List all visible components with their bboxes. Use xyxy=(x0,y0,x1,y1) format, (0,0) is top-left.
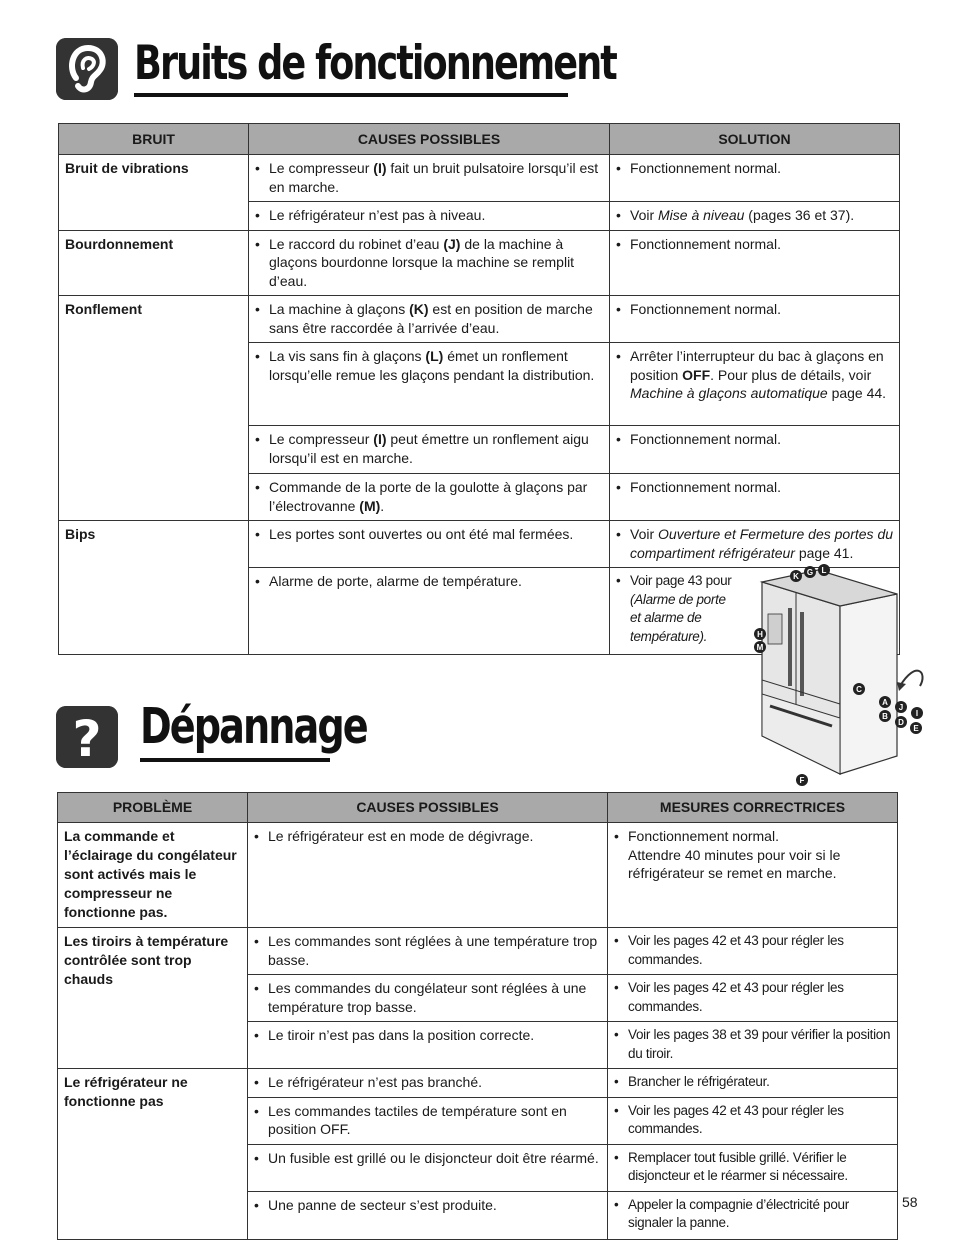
solution-cell: • Voir Ouverture et Fermeture des portes du compartiment réfrigérateur page 41. xyxy=(610,521,900,568)
cause-cell: • La vis sans fin à glaçons (L) émet un ronflement lorsqu’elle remue les glaçons pendant la distribution. xyxy=(249,343,610,426)
solution-cell: • Voir les pages 42 et 43 pour régler les commandes. xyxy=(608,1097,898,1144)
refrigerator-diagram xyxy=(752,560,932,785)
solution-cell: • Fonctionnement normal. xyxy=(610,155,900,202)
row-category: Bruit de vibrations xyxy=(59,155,249,231)
label-E: E xyxy=(913,724,919,733)
header-causes: CAUSES POSSIBLES xyxy=(249,124,610,155)
solution-cell: • Fonctionnement normal. xyxy=(610,474,900,521)
label-M: M xyxy=(756,643,764,652)
cause-cell: • La machine à glaçons (K) est en position de marche sans être raccordée à l’arrivée d’eau. xyxy=(249,296,610,343)
solution-cell: • Voir les pages 38 et 39 pour vérifier la position du tiroir. xyxy=(608,1022,898,1069)
cause-cell: • Commande de la porte de la goulotte à glaçons par l’électrovanne (M). xyxy=(249,474,610,521)
solution-cell: • Voir Mise à niveau (pages 36 et 37). xyxy=(610,202,900,231)
troubleshooting-table xyxy=(57,792,898,1240)
solution-cell: • Voir page 43 pour (Alarme de porte et alarme de température). xyxy=(610,568,900,655)
cause-cell: • Les portes sont ouvertes ou ont été mal fermées. xyxy=(249,521,610,568)
cause-cell: • Une panne de secteur s’est produite. xyxy=(248,1191,608,1239)
cause-cell: • Le raccord du robinet d’eau (J) de la machine à glaçons bourdonne lorsque la machine se remplit d’eau. xyxy=(249,230,610,296)
table-row xyxy=(59,296,900,343)
cause-cell: • Le compresseur (I) peut émettre un ronflement aigu lorsqu’il est en marche. xyxy=(249,426,610,474)
cause-cell: • Alarme de porte, alarme de température. xyxy=(249,568,610,655)
label-I: I xyxy=(915,709,919,718)
solution-cell: • Brancher le réfrigérateur. xyxy=(608,1069,898,1098)
cause-cell: • Le réfrigérateur est en mode de dégivrage. xyxy=(248,823,608,928)
row-category: Le réfrigérateur ne fonctionne pas xyxy=(58,1069,248,1240)
label-F: F xyxy=(799,776,805,785)
table-header xyxy=(59,124,900,155)
table-header xyxy=(58,793,898,823)
solution-cell: • Arrêter l’interrupteur du bac à glaçons en position OFF. Pour plus de détails, voir Machine à glaçons automatique page 44. xyxy=(610,343,900,426)
solution-cell: • Fonctionnement normal. xyxy=(610,296,900,343)
cause-cell: • Le réfrigérateur n’est pas branché. xyxy=(248,1069,608,1098)
label-J: J xyxy=(898,703,904,712)
label-G: G xyxy=(806,568,814,577)
title-underline xyxy=(134,93,568,97)
label-K: K xyxy=(793,572,799,581)
label-H: H xyxy=(757,630,763,639)
ear-icon xyxy=(56,38,118,100)
svg-text:?: ? xyxy=(72,710,102,768)
solution-cell: • Voir les pages 42 et 43 pour régler les commandes. xyxy=(608,928,898,975)
title-underline xyxy=(140,758,330,762)
table-row xyxy=(58,1069,898,1098)
label-B: B xyxy=(882,712,888,721)
header-solution: SOLUTION xyxy=(610,124,900,155)
cause-cell: • Un fusible est grillé ou le disjoncteur doit être réarmé. xyxy=(248,1144,608,1191)
label-C: C xyxy=(856,685,862,694)
row-category: Ronflement xyxy=(59,296,249,521)
solution-cell: • Fonctionnement normal. xyxy=(610,230,900,296)
cause-cell: • Les commandes du congélateur sont réglées à une température trop basse. xyxy=(248,975,608,1022)
label-D: D xyxy=(898,718,904,727)
question-icon xyxy=(56,706,118,768)
cause-cell: • Le tiroir n’est pas dans la position correcte. xyxy=(248,1022,608,1069)
page-number: 58 xyxy=(902,1194,918,1210)
header-bruit: BRUIT xyxy=(59,124,249,155)
table-row xyxy=(58,928,898,975)
row-category: Bips xyxy=(59,521,249,655)
solution-cell: • Remplacer tout fusible grillé. Vérifier le disjoncteur et le réarmer si nécessaire. xyxy=(608,1144,898,1191)
section-title-depannage: Dépannage xyxy=(140,698,367,755)
row-category: Bourdonnement xyxy=(59,230,249,296)
row-category: Les tiroirs à température contrôlée sont trop chauds xyxy=(58,928,248,1069)
header-causes: CAUSES POSSIBLES xyxy=(248,793,608,823)
solution-cell: • Fonctionnement normal. xyxy=(610,426,900,474)
label-L: L xyxy=(821,566,827,575)
solution-cell: • Fonctionnement normal. Attendre 40 minutes pour voir si le réfrigérateur se remet en marche. xyxy=(608,823,898,928)
section-title-bruits: Bruits de fonctionnement xyxy=(134,36,616,91)
header-mesures: MESURES CORRECTRICES xyxy=(608,793,898,823)
cause-cell: • Le réfrigérateur n’est pas à niveau. xyxy=(249,202,610,231)
table-row xyxy=(59,230,900,296)
solution-cell: • Voir les pages 42 et 43 pour régler les commandes. xyxy=(608,975,898,1022)
table-row xyxy=(59,155,900,202)
cause-cell: • Les commandes sont réglées à une température trop basse. xyxy=(248,928,608,975)
label-A: A xyxy=(882,698,888,707)
row-category: La commande et l’éclairage du congélateur sont activés mais le compresseur ne fonctionne pas. xyxy=(58,823,248,928)
solution-cell: • Appeler la compagnie d’électricité pour signaler la panne. xyxy=(608,1191,898,1239)
table-row xyxy=(58,823,898,928)
refrigerator-illustration xyxy=(752,560,932,785)
cause-cell: • Le compresseur (I) fait un bruit pulsatoire lorsqu’il est en marche. xyxy=(249,155,610,202)
header-probleme: PROBLÈME xyxy=(58,793,248,823)
cause-cell: • Les commandes tactiles de température sont en position OFF. xyxy=(248,1097,608,1144)
